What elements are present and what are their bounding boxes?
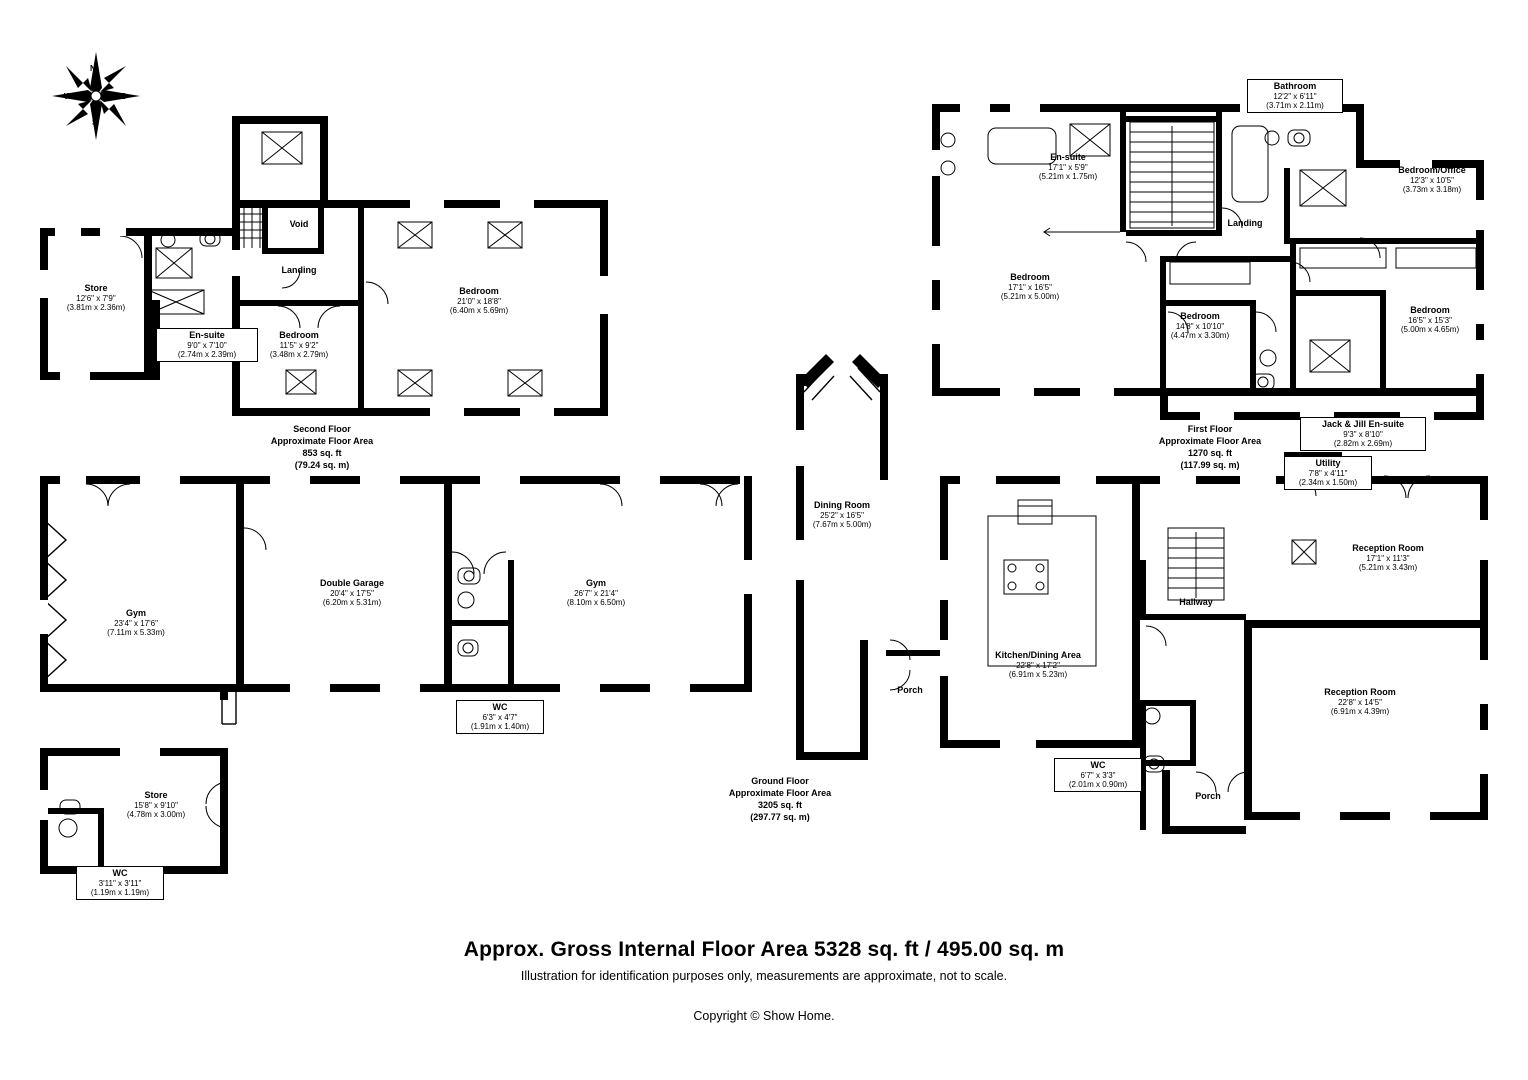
room-label-ensuite-first: En-suite 17'1" x 5'9" (5.21m x 1.75m) xyxy=(1038,152,1098,182)
room-label-gym-centre: Gym 26'7" x 21'4" (8.10m x 6.50m) xyxy=(566,578,626,608)
room-label-bedroom-first-b: Bedroom 14'8" x 10'10" (4.47m x 3.30m) xyxy=(1170,311,1230,341)
room-label-bedroom-second-small: Bedroom 11'5" x 9'2" (3.48m x 2.79m) xyxy=(269,330,329,360)
room-label-bedroom-office: Bedroom/Office 12'3" x 10'5" (3.73m x 3.18m) xyxy=(1398,165,1466,195)
floor-block-second: Second Floor Approximate Floor Area 853 sq. ft (79.24 sq. m) xyxy=(270,424,374,471)
room-label-jack-jill-ensuite: Jack & Jill En-suite 9'3" x 8'10" (2.82m x 2.69m) xyxy=(1300,417,1426,451)
compass-label-s: S xyxy=(92,118,98,127)
room-label-reception-room-lower: Reception Room 22'8" x 14'5" (6.91m x 4.39m) xyxy=(1324,687,1396,717)
room-label-wc-garage: WC 6'3" x 4'7" (1.91m x 1.40m) xyxy=(456,700,544,734)
room-label-bathroom-first: Bathroom 12'2" x 6'11" (3.71m x 2.11m) xyxy=(1247,79,1343,113)
room-label-bedroom-second-large: Bedroom 21'0" x 18'8" (6.40m x 5.69m) xyxy=(449,286,509,316)
room-label-dining-room: Dining Room 25'2" x 16'5" (7.67m x 5.00m) xyxy=(812,500,872,530)
first-floor-plan xyxy=(932,104,1484,420)
room-label-wc-store: WC 3'11" x 3'11" (1.19m x 1.19m) xyxy=(76,866,164,900)
room-label-utility: Utility 7'8" x 4'11" (2.34m x 1.50m) xyxy=(1284,456,1372,490)
gross-internal-area: Approx. Gross Internal Floor Area 5328 sq. ft / 495.00 sq. m xyxy=(463,938,1065,961)
room-label-store-second: Store 12'6" x 7'9" (3.81m x 2.36m) xyxy=(66,283,126,313)
room-label-gym-left: Gym 23'4" x 17'6" (7.11m x 5.33m) xyxy=(107,608,165,638)
room-label-store-ground: Store 15'8" x 9'10" (4.78m x 3.00m) xyxy=(126,790,186,820)
room-label-reception-room-upper: Reception Room 17'1" x 11'3" (5.21m x 3.43m) xyxy=(1352,543,1424,573)
room-label-hallway: Hallway xyxy=(1179,597,1213,607)
room-label-porch-right: Porch xyxy=(1195,791,1221,801)
footer xyxy=(0,938,1528,1023)
compass-label-n: N xyxy=(90,64,96,73)
room-label-landing-second: Landing xyxy=(281,265,317,275)
illustration-disclaimer: Illustration for identification purposes only, measurements are approximate, not to scale. xyxy=(520,969,1008,983)
copyright-notice: Copyright © Show Home. xyxy=(693,1009,835,1023)
room-label-ensuite-second: En-suite 9'0" x 7'10" (2.74m x 2.39m) xyxy=(156,328,258,362)
room-label-bedroom-first-c: Bedroom 16'5" x 15'3" (5.00m x 4.65m) xyxy=(1400,305,1460,335)
room-label-wc-hall: WC 6'7" x 3'3" (2.01m x 0.90m) xyxy=(1054,758,1142,792)
room-label-bedroom-first-a: Bedroom 17'1" x 16'5" (5.21m x 5.00m) xyxy=(1000,272,1060,302)
compass-label-e: E xyxy=(120,92,126,101)
compass-label-w: W xyxy=(64,92,72,101)
room-label-kitchen-dining-area: Kitchen/Dining Area 22'8" x 17'2" (6.91m x 5.23m) xyxy=(995,650,1081,680)
floor-block-ground: Ground Floor Approximate Floor Area 3205 sq. ft (297.77 sq. m) xyxy=(728,776,832,823)
room-label-double-garage: Double Garage 20'4" x 17'5" (6.20m x 5.31m) xyxy=(319,578,384,608)
room-label-porch-left: Porch xyxy=(897,685,923,695)
room-label-landing-first: Landing xyxy=(1227,218,1263,228)
room-label-void: Void xyxy=(289,219,309,229)
floor-block-first: First Floor Approximate Floor Area 1270 sq. ft (117.99 sq. m) xyxy=(1158,424,1262,471)
